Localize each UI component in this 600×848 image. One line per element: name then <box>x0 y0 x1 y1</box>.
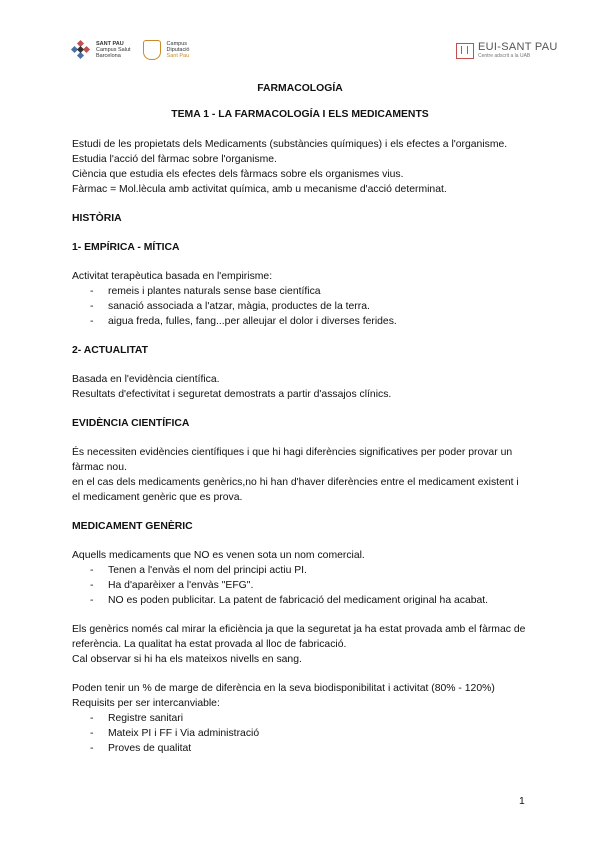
historia-heading: HISTÒRIA <box>72 213 122 224</box>
intro-block <box>72 137 528 197</box>
list-item: - Proves de qualitat <box>72 741 528 756</box>
intro-line: Estudia l'acció del fàrmac sobre l'organisme. <box>72 154 277 165</box>
empirica-list <box>72 284 528 329</box>
list-item: - Mateix PI i FF i Via administració <box>72 726 528 741</box>
generic-paragraph: Cal observar si hi ha els mateixos nivells en sang. <box>72 654 302 665</box>
list-item: - Ha d'aparèixer a l'envàs "EFG". <box>72 578 528 593</box>
requisits-list <box>72 711 528 756</box>
list-item: - Registre sanitari <box>72 711 528 726</box>
evidencia-paragraph: És necessiten evidències científiques i que hi hagi diferències significatives per poder provar un fàrmac nou. <box>72 447 513 473</box>
requisits-intro: Requisits per ser intercanviable: <box>72 698 220 709</box>
header-logos-left <box>72 40 189 60</box>
generic-heading: MEDICAMENT GENÈRIC <box>72 521 193 532</box>
generic-intro: Aquells medicaments que NO es venen sota un nom comercial. <box>72 550 365 561</box>
document-body <box>72 81 528 756</box>
list-item: - sanació associada a l'atzar, màgia, productes de la terra. <box>72 299 528 314</box>
evidencia-paragraph: en el cas dels medicaments genèrics,no hi han d'haver diferències entre el medicament existent i el medicament genèric que es prova. <box>72 477 519 503</box>
list-item: - aigua freda, fulles, fang...per alleujar el dolor i diverses ferides. <box>72 314 528 329</box>
document-title: FARMACOLOGÍA <box>257 83 343 94</box>
generic-paragraph: Els genèrics només cal mirar la eficiència ja que la seguretat ja ha estat provada amb el fàrmac de referència. La qualitat ha estat provada al lloc de fabricació. <box>72 624 526 650</box>
intro-line: Fàrmac = Mol.lècula amb activitat química, amb u mecanisme d'acció determinat. <box>72 184 447 195</box>
list-item: - remeis i plantes naturals sense base científica <box>72 284 528 299</box>
evidencia-heading: EVIDÈNCIA CIENTÍFICA <box>72 418 190 429</box>
marge-line: Poden tenir un % de marge de diferència en la seva biodisponibilitat i activitat (80% - 120%) <box>72 683 495 694</box>
santpau-logo-icon <box>72 41 90 59</box>
diputacio-shield-icon <box>143 40 161 60</box>
intro-line: Estudi de les propietats dels Medicaments (substàncies químiques) i els efectes a l'organisme. <box>72 139 508 150</box>
eui-logo-icon <box>456 43 474 59</box>
eui-logo <box>456 42 558 59</box>
list-item: - Tenen a l'envàs el nom del principi actiu PI. <box>72 563 528 578</box>
diputacio-logo-text: Campus Diputació Sant Pau <box>166 41 190 59</box>
actualitat-line: Resultats d'efectivitat i seguretat demostrats a partir d'assajos clínics. <box>72 389 392 400</box>
generic-list <box>72 563 528 608</box>
actualitat-line: Basada en l'evidència científica. <box>72 374 220 385</box>
document-subtitle: TEMA 1 - LA FARMACOLOGÍA I ELS MEDICAMENTS <box>171 109 429 120</box>
actualitat-block <box>72 372 528 402</box>
eui-logo-text: EUI-SANT PAU <box>478 41 558 53</box>
empirica-intro: Activitat terapèutica basada en l'empirisme: <box>72 271 273 282</box>
santpau-logo-text: SANT PAU Campus Salut Barcelona <box>96 41 131 59</box>
actualitat-heading: 2- ACTUALITAT <box>72 345 148 356</box>
list-item: - NO es poden publicitar. La patent de fabricació del medicament original ha acabat. <box>72 593 528 608</box>
page-number: 1 <box>519 796 525 807</box>
empirica-heading: 1- EMPÍRICA - MÍTICA <box>72 242 180 253</box>
eui-logo-subtext: Centre adscrit a la UAB <box>478 53 531 59</box>
intro-line: Ciència que estudia els efectes dels fàrmacs sobre els organismes vius. <box>72 169 404 180</box>
